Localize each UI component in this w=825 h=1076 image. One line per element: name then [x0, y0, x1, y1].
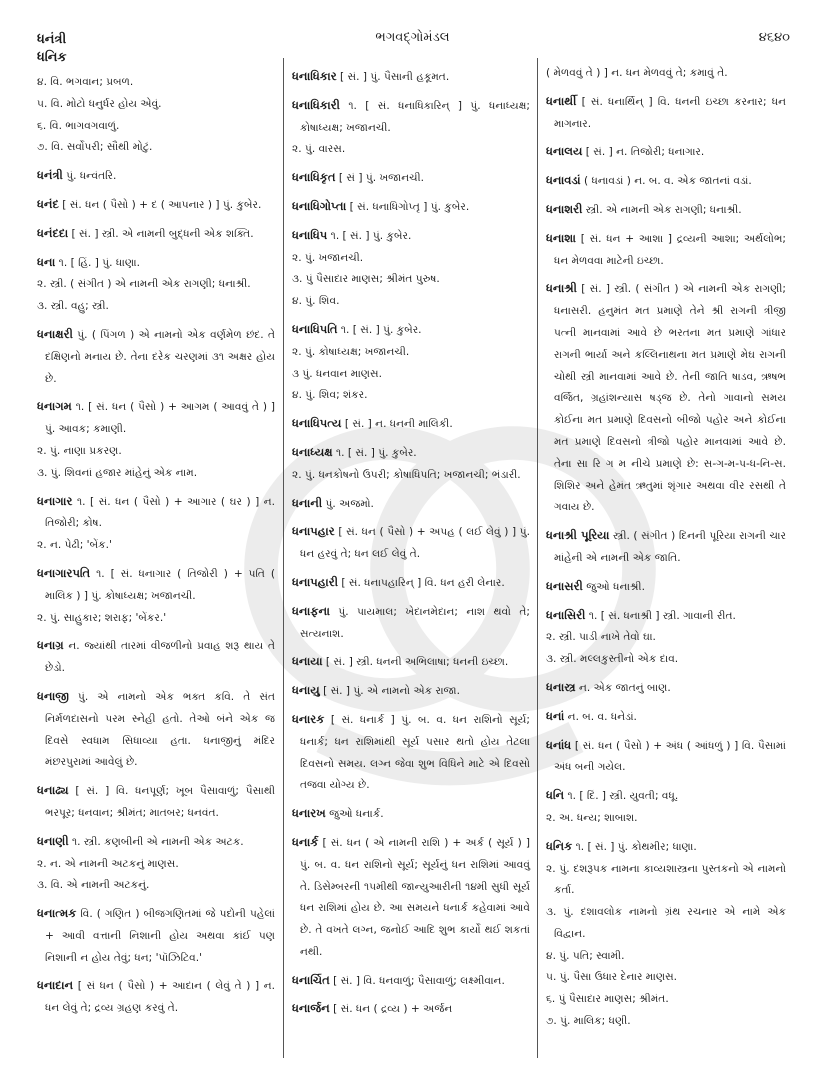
entry-line: [292, 139, 530, 161]
entry-line: [292, 95, 530, 140]
definition-text: ૨. ન. પેઢી; 'બેંક.': [37, 539, 112, 552]
dictionary-entry: [546, 199, 786, 222]
headword: ધનાર્ક: [292, 834, 319, 849]
headword: ધનાર્થી: [546, 93, 577, 108]
definition-text: [ સં ધન ( પૈસો ) + આદાન ( લેવું તે ) ] ન. ધન લેવું તે; દ્રવ્ય ગ્રહણ કરવું તે.: [45, 980, 275, 1015]
definition-text: ૬. વિ. ભાગવગવાળું.: [37, 119, 120, 132]
entry-line: [546, 902, 786, 946]
headword: ધનાગ્ર: [37, 638, 64, 653]
entry-line: [292, 998, 530, 1021]
definition-text: ૩. વિ. એ નામની અટકનું.: [37, 879, 150, 892]
dictionary-entry: [546, 170, 786, 193]
definition-text: [ સં. ] વિ. ધનપૂર્ણ; ખૂબ પૈસાવાળું; પૈસાથી ભરપૂર; ધનવાન; શ્રીમંત; માતબર; ધનવંત.: [45, 785, 275, 819]
definition-text: [ સં. ધન ( પૈસો ) + અપહ ( લઈ લેવું ) ] પું. ધન હરવું તે; ધન લઈ લેવું તે.: [300, 526, 530, 561]
entry-line: [546, 836, 786, 859]
dictionary-entry: [292, 803, 530, 826]
definition-text: [ સં. ] સ્ત્રી. ધનની અભિલાષા; ધનની ઇચ્છા.: [325, 656, 509, 669]
headword: ધનાક્ષરી: [37, 326, 73, 341]
headword: ધનાયા: [292, 654, 323, 669]
dictionary-entry: [37, 975, 275, 1020]
definition-text: [ સં. ધન ( પૈસો ) + અંધ ( આંધળું ) ] વિ. પૈસામાં અંધ બની ગયેલ.: [554, 739, 786, 774]
dictionary-entry: [292, 493, 530, 516]
headword: ધનાગાર: [37, 493, 73, 508]
headword: ધનાધિપતિ: [292, 321, 338, 336]
dictionary-entry: [292, 970, 530, 993]
dictionary-entry: [546, 785, 786, 830]
definition-text: ૩. સ્ત્રી. વહુ; સ્ત્રી.: [37, 300, 109, 313]
entry-line: [546, 228, 786, 273]
entry-line: [546, 785, 786, 808]
definition-text: ૧. સ્ત્રી. કણબીની એ નામની એક અટક.: [71, 835, 244, 848]
definition-text: ૨. પું. દશરૂપક નામના કાવ્યશાસ્ત્રના પુસ્તકનો એ નામનો કર્તા.: [546, 862, 786, 897]
dictionary-entry: [292, 651, 530, 674]
entry-line: [37, 94, 275, 116]
dictionary-entry: [292, 572, 530, 595]
entry-line: [292, 970, 530, 993]
definition-text: [ સં. ] સ્ત્રી. ( સંગીત ) એ નામની એક રાગણી; ધનાસરી. હનુમંત મત પ્રમાણે તેને શ્રી રાગની ત્રીજી પત્ની માનવામાં આવે છે ભરતના મત પ્રમાણે ગાંધાર રાગની ભાર્યા અને કલ્લિનાથના મત પ્રમાણે મેઘ રાગની ચોથી સ્ત્રી માનવામાં આવે છે. તેની જાતિ ષાડવ, ઋષભ વર્જિત, ગ્રહાંશન્યાસ ષડ્જ છે. તેનો ગાવાનો સમય કોઈના મત પ્રમાણે દિવસનો બીજો પહોર અને કોઈના મત પ્રમાણે દિવસનો ત્રીજો પહોર માનવામાં આવે છે. તેના સા રિ ગ મ નીચે પ્રમાણે છે: સ-ગ-મ-પ-ધ-નિ-સ. શિશિર અને હેમંત ઋતુમાં શૃંગાર અથવા વીર રસથી તે ગવાય છે.: [554, 283, 787, 514]
definition-text: ૧. [ દિં. ] સ્ત્રી. યુવતી; વધૂ.: [567, 790, 679, 803]
dictionary-entry: [37, 252, 275, 318]
headword: ધનાસ્ત્ર: [546, 679, 576, 694]
dictionary-entry: [37, 831, 275, 897]
definition-text: પું. ધન્વંતરિ.: [66, 170, 117, 183]
entry-line: [546, 859, 786, 903]
headword: ધનાગમ: [37, 399, 72, 414]
definition-text: ૧. [ સં. ધન ( પૈસો ) + આગમ ( આવવું તે ) ] પું. આવક; કમાણી.: [45, 401, 276, 436]
dictionary-entry: [292, 95, 530, 161]
entry-line: [292, 465, 530, 487]
entry-line: [546, 627, 786, 649]
entry-line: [37, 72, 275, 94]
headword: ધનાર્ચિત: [292, 972, 330, 987]
dictionary-entry: [546, 836, 786, 1033]
definition-text: ૩. સ્ત્રી. મલ્લકુસ્તીનો એક દાવ.: [546, 653, 679, 666]
definition-text: ૬. પું પૈસાદાર માણસ; શ્રીમંત.: [546, 993, 669, 1006]
entry-line: [37, 535, 275, 557]
definition-text: ( મેળવવું તે ) ] ન. ધન મેળવવું તે; કમાવું તે.: [546, 67, 728, 79]
entry-line: [37, 831, 275, 854]
definition-text: [ સં. ધન ( પૈસો ) + દ ( આપનાર ) ] પું. કુબેર.: [62, 198, 262, 211]
definition-text: [ સં. ] પું. એ નામનો એક રાજા.: [323, 685, 460, 698]
headword: ધનાસરી: [546, 578, 583, 593]
dictionary-entry: [546, 576, 786, 599]
definition-text: જુઓ ધનાશ્રી.: [586, 580, 645, 593]
definition-text: [ સં. ] વિ. ધનવાળું; પૈસાવાળું; લક્ષ્મીવાન.: [333, 974, 505, 987]
dictionary-entry: [292, 413, 530, 436]
definition-text: ૨. પું. કોષાધ્યક્ષ; ખજાનચી.: [292, 345, 410, 358]
dictionary-entry: [546, 605, 786, 671]
entry-line: [292, 493, 530, 516]
definition-text: ૨. સ્ત્રી. ( સંગીત ) એ નામની એક રાગણી; ધનાશ્રી.: [37, 278, 251, 291]
dictionary-entry: [37, 165, 275, 188]
headword: ધનાધિકારી: [292, 97, 340, 112]
entry-line: [37, 324, 275, 390]
entry-line: [37, 463, 275, 485]
entry-line: [292, 225, 530, 248]
headword: ધનાજી: [37, 688, 69, 703]
headword: ધનાપહાર: [292, 524, 335, 539]
definition-text: ૨. ન. એ નામની અટકનું માણસ.: [37, 857, 179, 870]
entry-line: [546, 525, 786, 570]
dictionary-entry: [292, 521, 530, 566]
entry-line: [546, 63, 786, 85]
definition-text: [ સં. ધન + આશા ] દ્રવ્યની આશા; અર્થલોભ; ધન મેળવવા માટેની ઇચ્છા.: [554, 232, 786, 267]
definition-text: ૧. [ સં. ધનાશ્રી ] સ્ત્રી. ગાવાની રીત.: [588, 609, 736, 622]
entry-line: [546, 735, 786, 780]
dictionary-entry: [546, 91, 786, 136]
headword: ધના: [37, 254, 56, 269]
headword: ધનાવડાં: [546, 173, 581, 188]
definition-text: [ સં. ધનાધિગોપ્તૃ ] પું. કુબેર.: [349, 200, 470, 213]
dictionary-entry: [37, 324, 275, 390]
entry-line: [546, 141, 786, 164]
entry-line: [37, 686, 275, 774]
dictionary-entry: [546, 228, 786, 273]
headword: ધનાધિકૃત: [292, 170, 336, 185]
definition-text: ન. એક જાતનું બાણ.: [579, 681, 671, 694]
dictionary-entry: [292, 442, 530, 487]
column-divider: [537, 58, 538, 1058]
headword: ધનાધિપત્ય: [292, 416, 342, 431]
dictionary-entry: [292, 319, 530, 407]
definition-text: [ સં. ધનાર્ક ] પું. બ. વ. ધન રાશિનો સૂર્ય; ધનાર્ક; ધન રાશિમાંથી સૂર્ય પસાર થતો હોય તેટલા દિવસનો સમય. લગ્ન જેવા શુભ વિધિને માટે એ દિવસો તજવા યોગ્ય છે.: [300, 713, 530, 792]
headword: ધનંદ: [37, 196, 59, 211]
entry-line: [37, 296, 275, 318]
entry-line: [292, 413, 530, 436]
entry-line: [292, 601, 530, 646]
dictionary-entry: [37, 903, 275, 969]
entry-line: [37, 137, 275, 159]
entry-line: [292, 832, 530, 964]
dictionary-entry: [37, 72, 275, 159]
definition-text: પું. પાયમાલ; ખેદાનમેદાન; નાશ થવો તે; સત્યનાશ.: [300, 605, 530, 640]
entry-line: [292, 269, 530, 291]
entry-line: [37, 903, 275, 969]
definition-text: ૪. પું. શિવ; શંકર.: [292, 389, 368, 402]
entry-line: [37, 252, 275, 275]
entry-line: [37, 274, 275, 296]
definition-text: ૨. પું. ધનકોષનો ઉપરી; કોષાધિપતિ; ખજાનચી; ભંડારી.: [292, 468, 521, 481]
dictionary-entry: [546, 677, 786, 700]
entry-line: [37, 563, 275, 608]
definition-text: પું. એ નામનો એક ભક્ત કવિ. તે સંત નિર્મળદાસનો પરમ સ્નેહી હતો. તેઓ બંને એક જ દિવસે સ્વધામ સિધાવ્યા હતા. ધનાજીનું મંદિર મંછરપુરામાં આવેલું છે.: [45, 690, 275, 769]
entry-line: [292, 342, 530, 364]
headword: ધનાધિગોપ્તા: [292, 198, 347, 213]
definition-text: ૧. [ સં. ] પું. કુબેર.: [330, 229, 412, 242]
entry-line: [37, 194, 275, 217]
entry-line: [292, 803, 530, 826]
entry-line: [292, 572, 530, 595]
definition-text: ૨. પું. સાહુકાર; શરાફ; 'બેંકર.': [37, 611, 167, 624]
dictionary-entry: [292, 709, 530, 797]
headword: ધનાધિપ: [292, 227, 328, 242]
definition-text: [ સં. ધનાપહારિન્ ] વિ. ધન હરી લેનાર.: [341, 576, 505, 589]
dictionary-entry: [292, 601, 530, 646]
dictionary-entry: [292, 998, 530, 1021]
column-1: [37, 72, 275, 1026]
headword: ધનાધ્યક્ષ: [292, 444, 333, 459]
entry-line: [546, 199, 786, 222]
page-number: ૪૬૪૦: [758, 30, 790, 45]
headword: ધનાલય: [546, 144, 583, 159]
entry-line: [292, 709, 530, 797]
definition-text: ૨. પું. ખજાનચી.: [292, 251, 364, 264]
definition-text: સ્ત્રી. ( સંગીત ) દિનની પૂરિયા રાગની ચાર માંહેની એ નામની એક જાતિ.: [554, 530, 786, 564]
entry-line: [546, 677, 786, 700]
definition-text: ન. બ. વ. ધનેડાં.: [567, 710, 637, 723]
entry-line: [546, 91, 786, 136]
definition-text: ૫. પું. પૈસા ઉધાર દેનાર માણસ.: [546, 971, 678, 984]
column-3: [546, 63, 786, 1039]
entry-line: [37, 780, 275, 825]
definition-text: ૧. [ સં. ] પું. કુબેર.: [335, 446, 417, 459]
definition-text: [ સં. ] ન. તિજોરી; ધનાગાર.: [585, 146, 705, 159]
definition-text: ૧. [ હિં. ] પું. ધાણા.: [58, 256, 141, 269]
entry-line: [546, 605, 786, 628]
dictionary-entry: [37, 563, 275, 629]
headword: ધનાયુ: [292, 683, 320, 698]
entry-line: [292, 248, 530, 270]
dictionary-entry: [37, 491, 275, 557]
headword: ધનિ: [546, 788, 565, 803]
entry-line: [292, 196, 530, 219]
dictionary-entry: [546, 141, 786, 164]
entry-line: [546, 967, 786, 989]
headword: ધનાશ્રી પૂરિયા: [546, 528, 610, 543]
definition-text: ૨. અ. ધન્ય; શાબાશ.: [546, 811, 638, 824]
headword: ધનાની: [292, 495, 323, 510]
definition-text: ૧. [ સં. ] પું. કુબેર.: [340, 323, 422, 336]
entry-line: [37, 223, 275, 246]
dictionary-entry: [37, 686, 275, 774]
definition-text: [ સં. ધનાર્થિન્ ] વિ. ધનની ઇચ્છા કરનાર; ધન માગનાર.: [554, 95, 786, 130]
dictionary-entry: [546, 735, 786, 780]
definition-text: [ સં. ] ન. ધનની માલિકી.: [344, 418, 453, 431]
entry-line: [37, 975, 275, 1020]
headword: ધનંત્રી: [37, 168, 63, 183]
definition-text: [ સં. ] પું. પૈસાની હકૂમત.: [340, 71, 450, 83]
definition-text: ૪. પું. શિવ.: [292, 295, 340, 308]
entry-line: [292, 442, 530, 465]
entry-line: [546, 576, 786, 599]
definition-text: પું. ( પિંગળ ) એ નામનો એક વર્ણમેળ છંદ. તે દક્ષિણનો મનાય છે. તેના દરેક ચરણમાં ૩૧ અક્ષર હોય છે.: [45, 328, 275, 385]
dictionary-entry: [546, 63, 786, 85]
headword: ધનાં: [546, 708, 565, 723]
dictionary-entry: [37, 396, 275, 484]
entry-line: [37, 441, 275, 463]
definition-text: સ્ત્રી. એ નામની એક રાગણી; ધનાશ્રી.: [585, 203, 742, 216]
definition-text: ૧. [ સં. ધનાધિકારિન્ ] પું. ધનાધ્યક્ષ; કોષાધ્યક્ષ; ખજાનચી.: [300, 99, 530, 134]
entry-line: [292, 319, 530, 342]
definition-text: ૩ પું. ધનવાન માણસ.: [292, 367, 382, 380]
headword: ધનાદાન: [37, 978, 74, 993]
definition-text: ૩. પું. શિવનાં હજાર માંહેનું એક નામ.: [37, 466, 198, 479]
dictionary-entry: [292, 832, 530, 964]
entry-line: [546, 1011, 786, 1033]
entry-line: [292, 66, 530, 89]
definition-text: ૪. વિ. ભગવાન; પ્રબળ.: [37, 76, 134, 88]
headword: ધનાણી: [37, 833, 69, 848]
entry-line: [37, 116, 275, 138]
definition-text: ૭. વિ. સર્વોપરી; સૌથી મોટું.: [37, 141, 153, 154]
book-title: ભગવદ્ગોમંડલ: [375, 30, 450, 45]
entry-line: [546, 946, 786, 968]
column-2: [292, 66, 530, 1027]
definition-text: ( ધનાવડાં ) ન. બ. વ. એક જાતનાં વડાં.: [583, 175, 752, 188]
guide-word-top: ધનંત્રી: [37, 32, 67, 47]
dictionary-entry: [37, 635, 275, 680]
definition-text: ન. જ્યાંથી તારમાં વીજળીનો પ્રવાહ શરૂ થાય તે છેડો.: [45, 640, 275, 675]
entry-line: [546, 808, 786, 830]
definition-text: [ સં ] પું. ખજાનચી.: [338, 172, 425, 185]
dictionary-entry: [546, 278, 786, 519]
entry-line: [292, 167, 530, 190]
headword: ધનાપહારી: [292, 574, 338, 589]
definition-text: ૨. સ્ત્રી. પાડી નાખે તેવો ઘા.: [546, 631, 656, 644]
definition-text: ૫. વિ. મોટો ધનુર્ધર હોય એવું.: [37, 97, 162, 110]
headword: ધનાફના: [292, 603, 330, 618]
entry-line: [546, 278, 786, 519]
headword: ધનાંધ: [546, 737, 572, 752]
entry-line: [37, 635, 275, 680]
definition-text: જુઓ ધનાર્ક.: [329, 808, 384, 821]
entry-line: [37, 491, 275, 536]
headword: ધનાત્મક: [37, 906, 77, 921]
dictionary-entry: [292, 225, 530, 313]
definition-text: ૧. [ સં. ધન ( પૈસો ) + આગાર ( ઘર ) ] ન. તિજોરી; કોષ.: [45, 495, 275, 530]
entry-line: [37, 396, 275, 441]
definition-text: વિ. ( ગણિત ) બીજગણિતમાં જે પદોની પહેલાં + આવી વત્તાની નિશાની હોય અથવા કાંઈ પણ નિશાની ન હોય તેવું; ધન; 'પૉઝિટિવ.': [45, 908, 275, 964]
headword: ધનારખ: [292, 806, 326, 821]
headword: ધનિક: [546, 838, 573, 853]
dictionary-entry: [37, 194, 275, 217]
headword: ધનાધિકાર: [292, 69, 337, 83]
dictionary-entry: [37, 223, 275, 246]
dictionary-entry: [292, 167, 530, 190]
definition-text: [ સં. ] સ્ત્રી. એ નામની બુદ્ધની એક શક્તિ.: [71, 227, 254, 240]
entry-line: [292, 680, 530, 703]
dictionary-entry: [292, 66, 530, 89]
headword: ધનાસિરી: [546, 607, 586, 622]
definition-text: ૪. પું. પતિ; સ્વામી.: [546, 949, 625, 962]
entry-line: [546, 706, 786, 729]
entry-line: [546, 170, 786, 193]
definition-text: ૩. પું પૈસાદાર માણસ; શ્રીમંત પુરુષ.: [292, 273, 440, 286]
definition-text: [ સં. ધન ( દ્રવ્ય ) + અર્જન: [333, 1003, 453, 1016]
definition-text: ૧. [ સં. ધનાગાર ( તિજોરી ) + પતિ ( માલિક ) ] પું. કોષાધ્યક્ષ; ખજાનચી.: [45, 567, 275, 602]
column-divider: [283, 58, 284, 1058]
entry-line: [37, 165, 275, 188]
dictionary-entry: [546, 525, 786, 570]
headword: ધનાઢ્ય: [37, 783, 69, 798]
headword: ધનાગારપતિ: [37, 565, 91, 580]
guide-word-second: ધનિક: [37, 50, 67, 65]
entry-line: [546, 649, 786, 671]
headword: ધનાર્જન: [292, 1001, 330, 1016]
headword: ધનાશા: [546, 230, 576, 245]
entry-line: [37, 875, 275, 897]
definition-text: ૨. પું. નાણા પ્રકરણ.: [37, 444, 122, 457]
dictionary-entry: [546, 706, 786, 729]
entry-line: [292, 291, 530, 313]
definition-text: [ સં. ધન ( એ નામની રાશિ ) + અર્ક ( સૂર્ય ) ] પું. બ. વ. ધન રાશિનો સૂર્ય; સૂર્યનું ધન રાશિમાં આવવું તે. ડિસેમ્બરની ૧૫મીથી જાન્યુઆરીની ૧૪મી સુધી સૂર્ય ધન રાશિમાં હોય છે. આ સમયને ધનાર્ક કહેવામાં આવે છે. તે વખતે લગ્ન, જનોઈ આદિ શુભ કાર્યો થઈ શકતાં નથી.: [300, 836, 531, 958]
definition-text: ૨. પું. વારસ.: [292, 143, 346, 156]
page-header: [0, 0, 825, 47]
entry-line: [292, 364, 530, 386]
dictionary-entry: [292, 680, 530, 703]
entry-line: [292, 521, 530, 566]
headword: ધનાશ્રી: [546, 281, 577, 296]
entry-line: [546, 989, 786, 1011]
entry-line: [37, 608, 275, 630]
entry-line: [292, 385, 530, 407]
headword: ધનાશરી: [546, 201, 583, 216]
headword: ધનંદદા: [37, 225, 69, 240]
definition-text: ૧. [ સં. ] પું. કોથમીર; ધાણા.: [575, 840, 697, 853]
dictionary-entry: [292, 196, 530, 219]
headword: ધનારક: [292, 711, 325, 726]
entry-line: [292, 651, 530, 674]
definition-text: ૭. પું. માલિક; ધણી.: [546, 1015, 631, 1028]
dictionary-entry: [37, 780, 275, 825]
entry-line: [37, 854, 275, 876]
definition-text: ૩. પું. દશાવલોક નામનો ગ્રંથ રચનાર એ નામે એક વિદ્વાન.: [546, 906, 786, 940]
definition-text: પું. અજમો.: [325, 497, 374, 510]
